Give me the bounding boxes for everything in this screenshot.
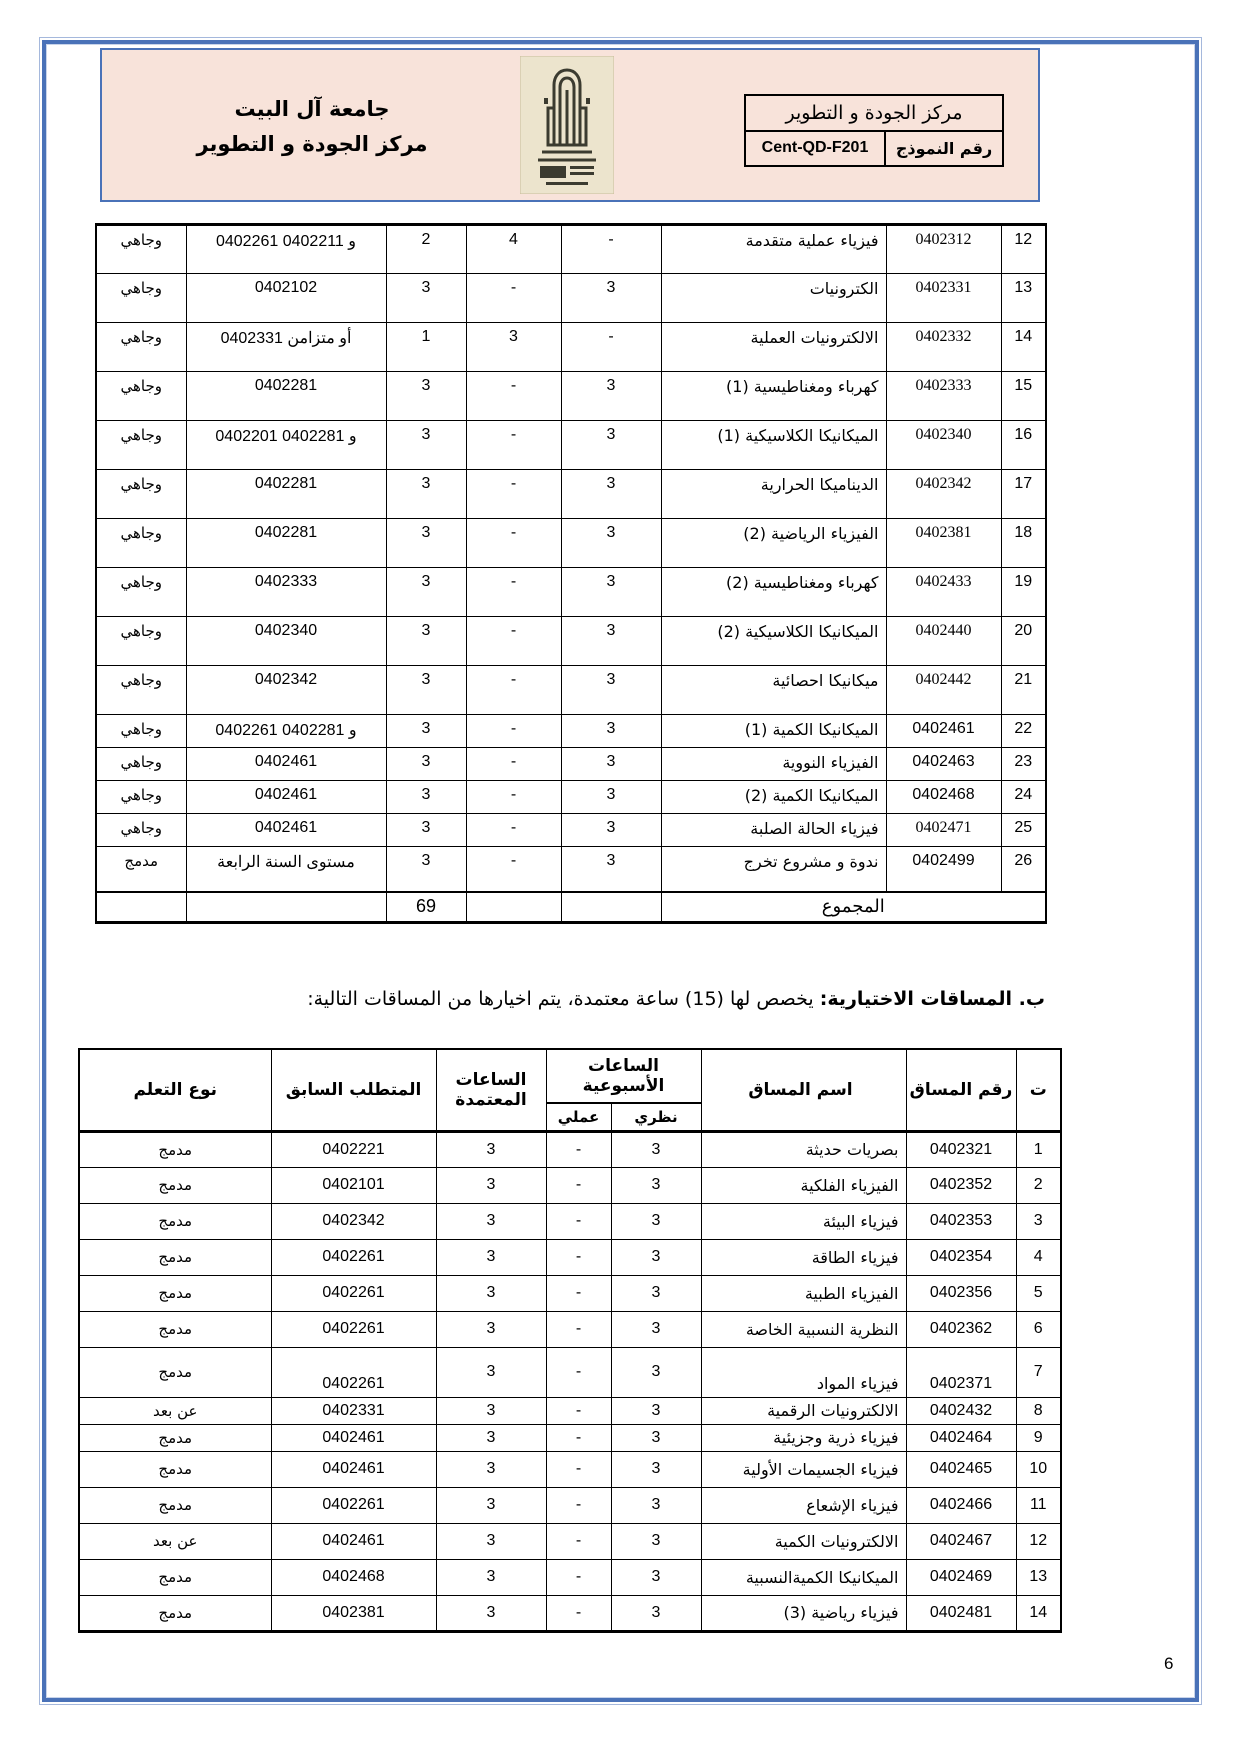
cell-prerequisite: 0402340 — [186, 617, 386, 666]
cell-practical: - — [546, 1595, 611, 1631]
cell-row-index: 13 — [1001, 274, 1046, 323]
form-box-title: مركز الجودة و التطوير — [746, 96, 1002, 132]
table-row — [96, 814, 1046, 847]
cell-credit-hours: 3 — [436, 1239, 546, 1275]
cell-course-name: الميكانيكا الكمية (2) — [661, 781, 886, 814]
cell-course-name: ميكانيكا احصائية — [661, 666, 886, 715]
cell-course-number: 0402354 — [906, 1239, 1016, 1275]
cell-prerequisite: 0402331 — [271, 1397, 436, 1424]
cell-course-name: الفيزياء النووية — [661, 748, 886, 781]
cell-theoretical: 3 — [561, 519, 661, 568]
cell-practical: - — [466, 666, 561, 715]
required-courses-body — [96, 225, 1046, 892]
cell-theoretical: 3 — [611, 1167, 701, 1203]
cell-course-number: 0402464 — [906, 1424, 1016, 1451]
organization-block — [162, 92, 462, 161]
cell-course-name: ندوة و مشروع تخرج — [661, 847, 886, 892]
cell-row-index: 20 — [1001, 617, 1046, 666]
cell-theoretical: 3 — [561, 372, 661, 421]
cell-row-index: 12 — [1001, 225, 1046, 274]
cell-course-name: فيزياء البيئة — [701, 1203, 906, 1239]
cell-theoretical: 3 — [611, 1311, 701, 1347]
total-row — [96, 892, 1046, 923]
elective-heading-rest: يخصص لها (15) ساعة معتمدة، يتم اخيارها من المساقات التالية: — [307, 988, 820, 1010]
total-prerequisite — [186, 892, 386, 923]
cell-practical: - — [466, 715, 561, 748]
cell-theoretical: 3 — [611, 1347, 701, 1397]
cell-row-index: 13 — [1016, 1559, 1061, 1595]
cell-row-index: 1 — [1016, 1131, 1061, 1167]
table-row — [96, 323, 1046, 372]
cell-course-number: 0402467 — [906, 1523, 1016, 1559]
table-row — [96, 666, 1046, 715]
cell-prerequisite: 0402261 — [271, 1275, 436, 1311]
cell-prerequisite: 0402261 و 0402211 — [186, 225, 386, 274]
table-row — [79, 1347, 1061, 1397]
table-row — [96, 617, 1046, 666]
cell-prerequisite: 0402261 — [271, 1487, 436, 1523]
cell-theoretical: 3 — [561, 847, 661, 892]
cell-course-number: 0402469 — [906, 1559, 1016, 1595]
cell-practical: - — [546, 1203, 611, 1239]
cell-credit-hours: 3 — [386, 847, 466, 892]
cell-practical: - — [466, 372, 561, 421]
cell-learning-type: وجاهي — [96, 666, 186, 715]
cell-theoretical: 3 — [561, 781, 661, 814]
col-header-course-number: رقم المساق — [906, 1049, 1016, 1131]
cell-course-number: 0402466 — [906, 1487, 1016, 1523]
table-row — [96, 715, 1046, 748]
cell-course-number: 0402352 — [906, 1167, 1016, 1203]
cell-row-index: 15 — [1001, 372, 1046, 421]
cell-row-index: 5 — [1016, 1275, 1061, 1311]
cell-theoretical: 3 — [611, 1203, 701, 1239]
cell-course-name: فيزياء رياضية (3) — [701, 1595, 906, 1631]
table-row — [96, 847, 1046, 892]
cell-learning-type: مدمج — [79, 1559, 271, 1595]
col-header-practical: عملي — [546, 1103, 611, 1131]
cell-learning-type: مدمج — [79, 1203, 271, 1239]
cell-learning-type: وجاهي — [96, 225, 186, 274]
cell-course-number: 0402463 — [886, 748, 1001, 781]
cell-credit-hours: 3 — [436, 1347, 546, 1397]
cell-learning-type: مدمج — [79, 1595, 271, 1631]
cell-course-name: الالكترونيات الرقمية — [701, 1397, 906, 1424]
cell-prerequisite: 0402281 — [186, 372, 386, 421]
cell-theoretical: 3 — [561, 421, 661, 470]
cell-prerequisite: 0402261 — [271, 1239, 436, 1275]
table-row — [79, 1451, 1061, 1487]
cell-course-name: فيزياء الإشعاع — [701, 1487, 906, 1523]
cell-course-number: 0402468 — [886, 781, 1001, 814]
cell-theoretical: 3 — [611, 1451, 701, 1487]
cell-learning-type: وجاهي — [96, 617, 186, 666]
cell-course-number: 0402332 — [886, 323, 1001, 372]
table-row — [96, 568, 1046, 617]
cell-theoretical: 3 — [561, 617, 661, 666]
cell-credit-hours: 3 — [436, 1487, 546, 1523]
cell-theoretical: 3 — [561, 666, 661, 715]
cell-row-index: 23 — [1001, 748, 1046, 781]
cell-row-index: 14 — [1016, 1595, 1061, 1631]
cell-practical: - — [466, 814, 561, 847]
cell-learning-type: مدمج — [79, 1347, 271, 1397]
cell-credit-hours: 3 — [386, 274, 466, 323]
cell-theoretical: 3 — [561, 274, 661, 323]
required-courses-table — [95, 223, 1047, 924]
cell-course-name: كهرباء ومغناطيسية (2) — [661, 568, 886, 617]
cell-learning-type: وجاهي — [96, 421, 186, 470]
cell-theoretical: 3 — [561, 748, 661, 781]
cell-row-index: 18 — [1001, 519, 1046, 568]
cell-credit-hours: 2 — [386, 225, 466, 274]
cell-credit-hours: 3 — [436, 1275, 546, 1311]
cell-course-name: الفيزياء الطبية — [701, 1275, 906, 1311]
cell-prerequisite: 0402381 — [271, 1595, 436, 1631]
cell-learning-type: مدمج — [79, 1424, 271, 1451]
table-row — [79, 1167, 1061, 1203]
col-header-learning-type: نوع التعلم — [79, 1049, 271, 1131]
cell-practical: - — [546, 1559, 611, 1595]
cell-learning-type: وجاهي — [96, 715, 186, 748]
table-row — [79, 1559, 1061, 1595]
cell-learning-type: مدمج — [79, 1451, 271, 1487]
table-row — [79, 1239, 1061, 1275]
cell-practical: - — [546, 1347, 611, 1397]
cell-course-number: 0402342 — [886, 470, 1001, 519]
cell-row-index: 12 — [1016, 1523, 1061, 1559]
cell-theoretical: 3 — [611, 1559, 701, 1595]
cell-row-index: 2 — [1016, 1167, 1061, 1203]
cell-course-number: 0402432 — [906, 1397, 1016, 1424]
cell-learning-type: مدمج — [79, 1311, 271, 1347]
cell-course-number: 0402321 — [906, 1131, 1016, 1167]
cell-learning-type: وجاهي — [96, 748, 186, 781]
cell-row-index: 4 — [1016, 1239, 1061, 1275]
cell-course-name: الديناميكا الحرارية — [661, 470, 886, 519]
col-header-index: ت — [1016, 1049, 1061, 1131]
cell-course-name: الالكترونيات الكمية — [701, 1523, 906, 1559]
cell-credit-hours: 3 — [386, 519, 466, 568]
cell-prerequisite: 0402342 — [271, 1203, 436, 1239]
cell-course-name: فيزياء الحالة الصلبة — [661, 814, 886, 847]
cell-prerequisite: 0402461 — [186, 748, 386, 781]
cell-prerequisite: 0402261 — [271, 1311, 436, 1347]
cell-row-index: 25 — [1001, 814, 1046, 847]
total-learning-type — [96, 892, 186, 923]
cell-credit-hours: 3 — [436, 1559, 546, 1595]
cell-prerequisite: 0402461 — [186, 781, 386, 814]
cell-learning-type: مدمج — [79, 1239, 271, 1275]
cell-credit-hours: 3 — [436, 1203, 546, 1239]
table-row — [96, 519, 1046, 568]
total-theoretical — [561, 892, 661, 923]
table-row — [79, 1487, 1061, 1523]
cell-learning-type: مدمج — [96, 847, 186, 892]
cell-course-name: فيزياء ذرية وجزيئية — [701, 1424, 906, 1451]
cell-course-name: الميكانيكا الكلاسيكية (2) — [661, 617, 886, 666]
cell-course-name: فيزياء الجسيمات الأولية — [701, 1451, 906, 1487]
cell-course-name: كهرباء ومغناطيسية (1) — [661, 372, 886, 421]
cell-credit-hours: 3 — [436, 1595, 546, 1631]
cell-credit-hours: 3 — [386, 814, 466, 847]
cell-prerequisite: 0402331 أو متزامن — [186, 323, 386, 372]
cell-row-index: 19 — [1001, 568, 1046, 617]
cell-practical: - — [466, 781, 561, 814]
table-row — [96, 421, 1046, 470]
total-practical — [466, 892, 561, 923]
elective-heading-bold: ب. المساقات الاختيارية: — [819, 988, 1045, 1010]
cell-credit-hours: 3 — [436, 1311, 546, 1347]
cell-theoretical: 3 — [561, 715, 661, 748]
table-row — [79, 1424, 1061, 1451]
cell-course-name: بصريات حديثة — [701, 1131, 906, 1167]
cell-theoretical: 3 — [611, 1424, 701, 1451]
cell-credit-hours: 3 — [386, 568, 466, 617]
cell-credit-hours: 3 — [386, 421, 466, 470]
table-row — [96, 470, 1046, 519]
cell-row-index: 7 — [1016, 1347, 1061, 1397]
elective-courses-table — [78, 1048, 1062, 1633]
cell-theoretical: 3 — [561, 470, 661, 519]
university-name: جامعة آل البيت — [234, 97, 390, 121]
cell-theoretical: 3 — [561, 814, 661, 847]
cell-learning-type: مدمج — [79, 1275, 271, 1311]
cell-row-index: 8 — [1016, 1397, 1061, 1424]
cell-learning-type: وجاهي — [96, 470, 186, 519]
cell-practical: - — [466, 568, 561, 617]
table-row — [79, 1203, 1061, 1239]
cell-course-number: 0402312 — [886, 225, 1001, 274]
required-courses-footer — [96, 892, 1046, 923]
cell-credit-hours: 3 — [386, 666, 466, 715]
cell-course-name: الفيزياء الرياضية (2) — [661, 519, 886, 568]
cell-row-index: 16 — [1001, 421, 1046, 470]
cell-course-number: 0402331 — [886, 274, 1001, 323]
cell-theoretical: - — [561, 225, 661, 274]
cell-learning-type: وجاهي — [96, 519, 186, 568]
table-row — [79, 1131, 1061, 1167]
cell-learning-type: وجاهي — [96, 814, 186, 847]
cell-course-number: 0402371 — [906, 1347, 1016, 1397]
cell-credit-hours: 1 — [386, 323, 466, 372]
cell-prerequisite: 0402468 — [271, 1559, 436, 1595]
cell-course-number: 0402471 — [886, 814, 1001, 847]
cell-row-index: 17 — [1001, 470, 1046, 519]
cell-learning-type: مدمج — [79, 1487, 271, 1523]
cell-row-index: 10 — [1016, 1451, 1061, 1487]
cell-course-number: 0402442 — [886, 666, 1001, 715]
cell-practical: - — [466, 748, 561, 781]
cell-credit-hours: 3 — [436, 1451, 546, 1487]
cell-course-name: الالكترونيات العملية — [661, 323, 886, 372]
cell-practical: - — [466, 847, 561, 892]
cell-row-index: 21 — [1001, 666, 1046, 715]
cell-course-number: 0402340 — [886, 421, 1001, 470]
cell-course-number: 0402499 — [886, 847, 1001, 892]
cell-practical: - — [546, 1523, 611, 1559]
cell-practical: - — [466, 274, 561, 323]
cell-row-index: 11 — [1016, 1487, 1061, 1523]
cell-course-number: 0402481 — [906, 1595, 1016, 1631]
cell-prerequisite: 0402461 — [186, 814, 386, 847]
cell-row-index: 14 — [1001, 323, 1046, 372]
cell-course-number: 0402461 — [886, 715, 1001, 748]
cell-practical: - — [546, 1239, 611, 1275]
cell-prerequisite: 0402333 — [186, 568, 386, 617]
cell-theoretical: 3 — [611, 1131, 701, 1167]
cell-row-index: 26 — [1001, 847, 1046, 892]
cell-course-number: 0402353 — [906, 1203, 1016, 1239]
cell-practical: - — [546, 1167, 611, 1203]
col-header-weekly-hours: الساعات الأسبوعية — [546, 1049, 701, 1103]
elective-section-heading — [307, 988, 1045, 1010]
cell-credit-hours: 3 — [386, 470, 466, 519]
form-code: Cent-QD-F201 — [761, 139, 869, 156]
cell-course-name: النظرية النسبية الخاصة — [701, 1311, 906, 1347]
cell-theoretical: 3 — [611, 1595, 701, 1631]
cell-prerequisite: 0402102 — [186, 274, 386, 323]
elective-courses-body — [79, 1131, 1061, 1631]
cell-credit-hours: 3 — [386, 748, 466, 781]
cell-course-number: 0402362 — [906, 1311, 1016, 1347]
cell-row-index: 22 — [1001, 715, 1046, 748]
cell-practical: - — [466, 470, 561, 519]
cell-course-number: 0402356 — [906, 1275, 1016, 1311]
cell-credit-hours: 3 — [436, 1523, 546, 1559]
cell-course-name: الميكانيكا الكميةالنسبية — [701, 1559, 906, 1595]
table-row — [96, 274, 1046, 323]
page-frame — [42, 40, 1199, 1702]
cell-course-name: الكترونيات — [661, 274, 886, 323]
cell-course-name: فيزياء المواد — [701, 1347, 906, 1397]
form-number-label: رقم النموذج — [884, 132, 1002, 165]
cell-practical: - — [546, 1451, 611, 1487]
cell-theoretical: 3 — [611, 1487, 701, 1523]
table-row — [79, 1595, 1061, 1631]
cell-prerequisite: 0402281 — [186, 470, 386, 519]
col-header-prerequisite: المتطلب السابق — [271, 1049, 436, 1131]
cell-credit-hours: 3 — [436, 1167, 546, 1203]
cell-credit-hours: 3 — [386, 781, 466, 814]
cell-prerequisite: 0402261 و 0402281 — [186, 715, 386, 748]
header-row-main — [79, 1049, 1061, 1103]
col-header-credit-hours: الساعات المعتمدة — [436, 1049, 546, 1131]
cell-course-name: فيزياء عملية متقدمة — [661, 225, 886, 274]
cell-credit-hours: 3 — [436, 1397, 546, 1424]
cell-course-number: 0402440 — [886, 617, 1001, 666]
col-header-theoretical: نظري — [611, 1103, 701, 1131]
center-name: مركز الجودة و التطوير — [196, 131, 428, 156]
table-row — [96, 225, 1046, 274]
cell-theoretical: 3 — [611, 1275, 701, 1311]
cell-practical: - — [466, 519, 561, 568]
cell-prerequisite: 0402201 و 0402281 — [186, 421, 386, 470]
cell-learning-type: وجاهي — [96, 781, 186, 814]
cell-credit-hours: 3 — [436, 1131, 546, 1167]
cell-practical: 3 — [466, 323, 561, 372]
cell-credit-hours: 3 — [436, 1424, 546, 1451]
total-credits: 69 — [386, 892, 466, 923]
cell-prerequisite: 0402221 — [271, 1131, 436, 1167]
cell-prerequisite: 0402342 — [186, 666, 386, 715]
cell-course-number: 0402333 — [886, 372, 1001, 421]
table-row — [79, 1397, 1061, 1424]
cell-credit-hours: 3 — [386, 372, 466, 421]
table-row — [79, 1311, 1061, 1347]
cell-theoretical: 3 — [561, 568, 661, 617]
page-number: 6 — [1164, 1654, 1174, 1673]
cell-learning-type: مدمج — [79, 1131, 271, 1167]
cell-practical: - — [546, 1131, 611, 1167]
table-row — [96, 372, 1046, 421]
cell-learning-type: وجاهي — [96, 568, 186, 617]
cell-course-number: 0402433 — [886, 568, 1001, 617]
cell-practical: - — [546, 1311, 611, 1347]
cell-practical: - — [546, 1397, 611, 1424]
cell-theoretical: 3 — [611, 1397, 701, 1424]
cell-learning-type: مدمج — [79, 1167, 271, 1203]
cell-practical: - — [466, 421, 561, 470]
cell-prerequisite: مستوى السنة الرابعة — [186, 847, 386, 892]
cell-row-index: 3 — [1016, 1203, 1061, 1239]
cell-prerequisite: 0402261 — [271, 1347, 436, 1397]
cell-course-name: الفيزياء الفلكية — [701, 1167, 906, 1203]
cell-practical: 4 — [466, 225, 561, 274]
form-box — [744, 94, 1004, 167]
page-header — [100, 48, 1040, 202]
total-label: المجموع — [661, 892, 1046, 923]
cell-credit-hours: 3 — [386, 617, 466, 666]
cell-prerequisite: 0402461 — [271, 1451, 436, 1487]
cell-course-number: 0402465 — [906, 1451, 1016, 1487]
cell-theoretical: 3 — [611, 1523, 701, 1559]
cell-course-name: فيزياء الطاقة — [701, 1239, 906, 1275]
cell-practical: - — [546, 1487, 611, 1523]
cell-prerequisite: 0402101 — [271, 1167, 436, 1203]
cell-course-name: الميكانيكا الكمية (1) — [661, 715, 886, 748]
cell-learning-type: وجاهي — [96, 323, 186, 372]
elective-courses-header — [79, 1049, 1061, 1131]
table-row — [79, 1275, 1061, 1311]
form-box-row — [746, 132, 1002, 165]
cell-practical: - — [466, 617, 561, 666]
cell-prerequisite: 0402461 — [271, 1523, 436, 1559]
cell-course-number: 0402381 — [886, 519, 1001, 568]
cell-learning-type: عن بعد — [79, 1523, 271, 1559]
cell-prerequisite: 0402461 — [271, 1424, 436, 1451]
cell-learning-type: وجاهي — [96, 274, 186, 323]
table-row — [96, 781, 1046, 814]
cell-row-index: 6 — [1016, 1311, 1061, 1347]
cell-theoretical: - — [561, 323, 661, 372]
cell-row-index: 9 — [1016, 1424, 1061, 1451]
cell-row-index: 24 — [1001, 781, 1046, 814]
cell-theoretical: 3 — [611, 1239, 701, 1275]
cell-prerequisite: 0402281 — [186, 519, 386, 568]
cell-course-name: الميكانيكا الكلاسيكية (1) — [661, 421, 886, 470]
cell-practical: - — [546, 1424, 611, 1451]
cell-learning-type: عن بعد — [79, 1397, 271, 1424]
cell-learning-type: وجاهي — [96, 372, 186, 421]
cell-practical: - — [546, 1275, 611, 1311]
table-row — [96, 748, 1046, 781]
cell-credit-hours: 3 — [386, 715, 466, 748]
university-logo-icon — [520, 56, 614, 194]
table-row — [79, 1523, 1061, 1559]
col-header-course-name: اسم المساق — [701, 1049, 906, 1131]
